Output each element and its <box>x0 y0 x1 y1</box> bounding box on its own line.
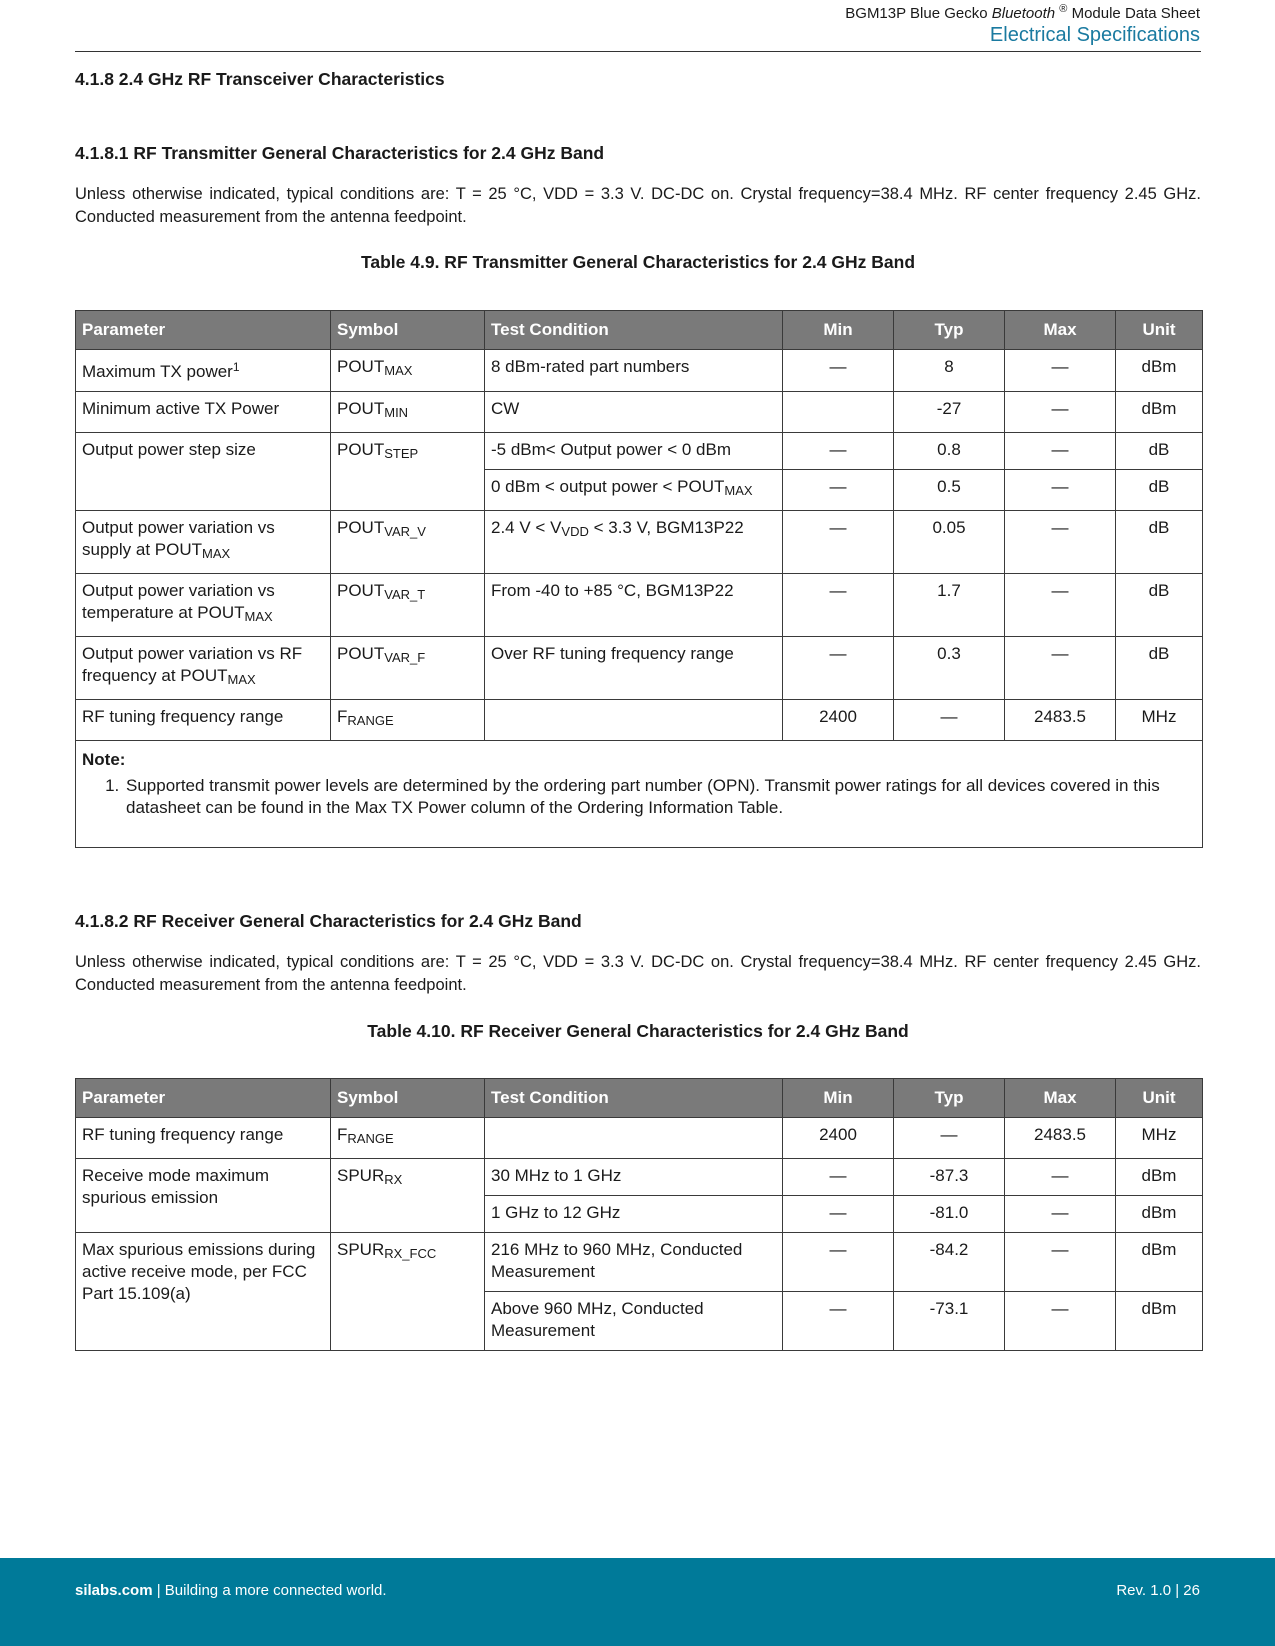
tx-table-caption: Table 4.9. RF Transmitter General Characteristics for 2.4 GHz Band <box>360 252 916 272</box>
cell-symbol <box>331 433 485 511</box>
cell-parameter <box>76 574 331 637</box>
cell-condition: Over RF tuning frequency range <box>485 637 783 700</box>
table-row <box>76 637 1203 700</box>
cell-max: — <box>1005 392 1116 433</box>
cell-max: — <box>1005 637 1116 700</box>
doc-title-brand: Bluetooth <box>991 5 1056 22</box>
note-item: 1. Supported transmit power levels are determined by the ordering part number (OPN). Transmit power ratings for all devices covered in this datasheet can be found in the Max TX Power column of the Ordering Information Table. <box>124 775 1196 819</box>
cell-condition: CW <box>485 392 783 433</box>
col-typ: Typ <box>894 1079 1005 1118</box>
cell-max: — <box>1005 350 1116 392</box>
cell-condition: 8 dBm-rated part numbers <box>485 350 783 392</box>
symbol-text: POUT <box>337 644 385 663</box>
col-typ: Typ <box>894 311 1005 350</box>
cell-max: — <box>1005 511 1116 574</box>
rx-table-caption: Table 4.10. RF Receiver General Characteristics for 2.4 GHz Band <box>367 1021 909 1041</box>
param-subscript: MAX <box>244 609 273 624</box>
cell-min <box>783 392 894 433</box>
header-rule <box>75 51 1201 52</box>
cell-max: — <box>1005 1233 1116 1292</box>
cell-symbol <box>331 700 485 741</box>
symbol-text: SPUR <box>337 1166 385 1185</box>
table-row <box>76 1159 1203 1196</box>
condition-text: 0 dBm < output power < POUT <box>491 477 725 496</box>
cell-unit: dB <box>1116 511 1203 574</box>
param-subscript: MAX <box>227 672 256 687</box>
cell-condition: -5 dBm< Output power < 0 dBm <box>485 433 783 470</box>
cell-typ: 0.8 <box>894 433 1005 470</box>
table-row <box>76 574 1203 637</box>
cell-unit: dBm <box>1116 392 1203 433</box>
col-symbol: Symbol <box>331 1079 485 1118</box>
cell-min: — <box>783 1292 894 1351</box>
col-max: Max <box>1005 311 1116 350</box>
cell-unit: dBm <box>1116 350 1203 392</box>
symbol-text: F <box>337 1125 348 1144</box>
cell-typ: -87.3 <box>894 1159 1005 1196</box>
table-header-row <box>76 1079 1203 1118</box>
cell-max: — <box>1005 1292 1116 1351</box>
cell-typ: -27 <box>894 392 1005 433</box>
col-max: Max <box>1005 1079 1116 1118</box>
cell-min: — <box>783 1196 894 1233</box>
cell-min: — <box>783 1159 894 1196</box>
symbol-text: POUT <box>337 518 385 537</box>
cell-min: — <box>783 350 894 392</box>
table-row <box>76 433 1203 470</box>
cell-unit: dBm <box>1116 1233 1203 1292</box>
cell-min: — <box>783 574 894 637</box>
cell-condition: 1 GHz to 12 GHz <box>485 1196 783 1233</box>
cell-typ: -73.1 <box>894 1292 1005 1351</box>
cell-max: 2483.5 <box>1005 1118 1116 1159</box>
cell-unit: dBm <box>1116 1196 1203 1233</box>
table-note-row <box>76 741 1203 848</box>
cell-parameter: RF tuning frequency range <box>76 700 331 741</box>
symbol-subscript: RX_FCC <box>384 1246 437 1261</box>
cell-symbol <box>331 511 485 574</box>
symbol-text: POUT <box>337 581 385 600</box>
param-text: Output power variation vs RF frequency at POUT <box>82 644 303 685</box>
cell-typ: -81.0 <box>894 1196 1005 1233</box>
cell-parameter: Receive mode maximum spurious emission <box>76 1159 331 1233</box>
rx-heading: 4.1.8.2 RF Receiver General Characteristics for 2.4 GHz Band <box>75 911 582 931</box>
table-row <box>76 1118 1203 1159</box>
cell-symbol <box>331 1233 485 1351</box>
cell-unit: dBm <box>1116 1159 1203 1196</box>
symbol-subscript: MIN <box>384 405 409 420</box>
cell-typ: 1.7 <box>894 574 1005 637</box>
note-list <box>82 775 1196 819</box>
document-title <box>845 0 1200 23</box>
cell-symbol <box>331 1159 485 1233</box>
cell-max: — <box>1005 1196 1116 1233</box>
cell-parameter: Output power step size <box>76 433 331 511</box>
cell-symbol <box>331 574 485 637</box>
cell-condition <box>485 1118 783 1159</box>
cell-min: — <box>783 511 894 574</box>
param-text: Maximum TX power <box>82 362 233 381</box>
condition-subscript: MAX <box>724 483 753 498</box>
footnote-ref: 1 <box>232 360 240 374</box>
cell-parameter: RF tuning frequency range <box>76 1118 331 1159</box>
cell-unit: dB <box>1116 637 1203 700</box>
symbol-subscript: STEP <box>384 446 419 461</box>
col-min: Min <box>783 1079 894 1118</box>
cell-condition <box>485 470 783 511</box>
tx-intro: Unless otherwise indicated, typical conditions are: T = 25 °C, VDD = 3.3 V. DC-DC on. Crystal frequency=38.4 MHz. RF center frequency 2.45 GHz. Conducted measurement from the antenna feedpoint. <box>75 185 1201 226</box>
col-symbol: Symbol <box>331 311 485 350</box>
cell-typ: 0.5 <box>894 470 1005 511</box>
condition-text-suffix: < 3.3 V, BGM13P22 <box>588 518 744 537</box>
section-name: Electrical Specifications <box>989 24 1200 46</box>
symbol-subscript: RANGE <box>347 713 394 728</box>
param-subscript: MAX <box>202 546 231 561</box>
symbol-subscript: RANGE <box>347 1131 394 1146</box>
page-footer <box>0 1558 1275 1646</box>
col-test-condition: Test Condition <box>485 311 783 350</box>
symbol-subscript: VAR_V <box>384 524 426 539</box>
footer-tagline: | Building a more connected world. <box>152 1582 387 1599</box>
cell-max: — <box>1005 433 1116 470</box>
page-header <box>845 0 1200 47</box>
cell-condition <box>485 511 783 574</box>
cell-min: — <box>783 1233 894 1292</box>
cell-unit: dB <box>1116 470 1203 511</box>
table-row <box>76 700 1203 741</box>
cell-parameter: Max spurious emissions during active receive mode, per FCC Part 15.109(a) <box>76 1233 331 1351</box>
table-row <box>76 350 1203 392</box>
cell-condition <box>485 700 783 741</box>
table-header-row <box>76 311 1203 350</box>
cell-unit: MHz <box>1116 700 1203 741</box>
tx-heading: 4.1.8.1 RF Transmitter General Characteristics for 2.4 GHz Band <box>75 143 605 163</box>
revision-page-number: Rev. 1.0 | 26 <box>1116 1582 1200 1599</box>
cell-parameter <box>76 511 331 574</box>
symbol-text: POUT <box>337 440 385 459</box>
cell-typ: 0.3 <box>894 637 1005 700</box>
col-unit: Unit <box>1116 311 1203 350</box>
note-title: Note: <box>82 750 126 769</box>
symbol-text: POUT <box>337 357 385 376</box>
cell-condition: 30 MHz to 1 GHz <box>485 1159 783 1196</box>
doc-title-suffix: Module Data Sheet <box>1067 5 1200 22</box>
footer-left <box>75 1582 387 1599</box>
table-row <box>76 1233 1203 1292</box>
table-note <box>76 741 1203 848</box>
cell-symbol <box>331 637 485 700</box>
cell-typ: 0.05 <box>894 511 1005 574</box>
symbol-subscript: MAX <box>384 363 413 378</box>
rx-intro: Unless otherwise indicated, typical conditions are: T = 25 °C, VDD = 3.3 V. DC-DC on. Crystal frequency=38.4 MHz. RF center frequency 2.45 GHz. Conducted measurement from the antenna feedpoint. <box>75 953 1201 994</box>
cell-max: — <box>1005 1159 1116 1196</box>
cell-max: — <box>1005 470 1116 511</box>
param-text: Output power variation vs supply at POUT <box>82 518 275 559</box>
cell-min: — <box>783 637 894 700</box>
col-test-condition: Test Condition <box>485 1079 783 1118</box>
cell-symbol <box>331 350 485 392</box>
cell-min: — <box>783 470 894 511</box>
condition-text: 2.4 V < V <box>491 518 562 537</box>
symbol-text: F <box>337 707 348 726</box>
cell-condition: Above 960 MHz, Conducted Measurement <box>485 1292 783 1351</box>
symbol-text: SPUR <box>337 1240 385 1259</box>
rx-characteristics-table <box>75 1078 1203 1351</box>
cell-min: — <box>783 433 894 470</box>
cell-typ: — <box>894 700 1005 741</box>
cell-typ: 8 <box>894 350 1005 392</box>
symbol-subscript: VAR_T <box>384 587 426 602</box>
param-text: Output power variation vs temperature at POUT <box>82 581 275 622</box>
cell-condition: 216 MHz to 960 MHz, Conducted Measurement <box>485 1233 783 1292</box>
cell-symbol <box>331 1118 485 1159</box>
tx-characteristics-table <box>75 310 1203 848</box>
col-parameter: Parameter <box>76 311 331 350</box>
symbol-subscript: VAR_F <box>384 650 426 665</box>
symbol-text: POUT <box>337 399 385 418</box>
cell-symbol <box>331 392 485 433</box>
col-parameter: Parameter <box>76 1079 331 1118</box>
cell-unit: MHz <box>1116 1118 1203 1159</box>
registered-mark: ® <box>1059 3 1068 15</box>
cell-unit: dB <box>1116 433 1203 470</box>
table-row <box>76 392 1203 433</box>
cell-parameter <box>76 350 331 392</box>
cell-unit: dBm <box>1116 1292 1203 1351</box>
doc-title-text: BGM13P Blue Gecko <box>845 5 992 22</box>
cell-parameter: Minimum active TX Power <box>76 392 331 433</box>
site-link[interactable]: silabs.com <box>75 1582 153 1599</box>
cell-max: 2483.5 <box>1005 700 1116 741</box>
condition-subscript: VDD <box>561 524 589 539</box>
cell-min: 2400 <box>783 700 894 741</box>
table-row <box>76 511 1203 574</box>
cell-parameter <box>76 637 331 700</box>
cell-condition: From -40 to +85 °C, BGM13P22 <box>485 574 783 637</box>
cell-min: 2400 <box>783 1118 894 1159</box>
cell-typ: -84.2 <box>894 1233 1005 1292</box>
symbol-subscript: RX <box>384 1172 403 1187</box>
section-heading-418: 4.1.8 2.4 GHz RF Transceiver Characteristics <box>75 69 445 89</box>
cell-unit: dB <box>1116 574 1203 637</box>
col-min: Min <box>783 311 894 350</box>
cell-typ: — <box>894 1118 1005 1159</box>
col-unit: Unit <box>1116 1079 1203 1118</box>
cell-max: — <box>1005 574 1116 637</box>
